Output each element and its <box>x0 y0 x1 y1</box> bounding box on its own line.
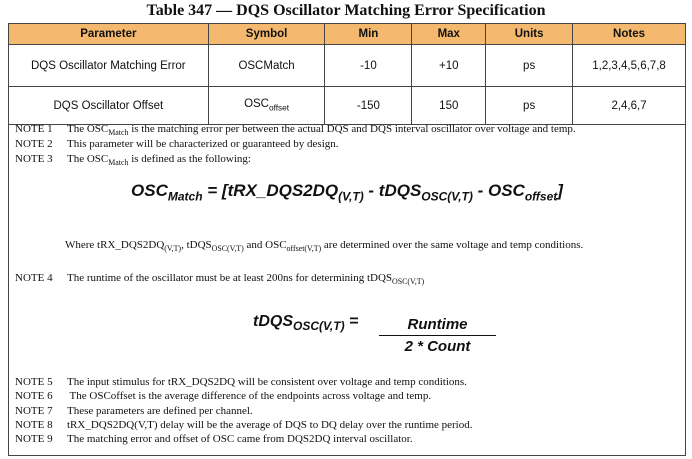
f-part: ] <box>557 181 563 200</box>
header-units: Units <box>486 24 573 45</box>
note-label: NOTE 7 <box>15 405 53 417</box>
note-text: is the matching error per between the actual DQS and DQS interval oscillator over voltage and temp. <box>128 123 576 135</box>
where-clause <box>65 239 583 253</box>
note-label: NOTE 9 <box>15 433 53 445</box>
header-parameter: Parameter <box>9 24 209 45</box>
table-header-row <box>9 24 686 45</box>
cell-units: ps <box>486 45 573 87</box>
table-row <box>9 45 686 87</box>
w-sub: (V,T) <box>164 244 182 254</box>
note-3 <box>15 153 251 167</box>
note-text: tRX_DQS2DQ(V,T) delay will be the average of DQS to DQ delay over the runtime period. <box>67 419 473 431</box>
header-max: Max <box>412 24 486 45</box>
note-text: These parameters are defined per channel. <box>67 405 253 417</box>
cell-symbol: OSCMatch <box>208 45 325 87</box>
denominator: 2 * Count <box>404 338 471 355</box>
w-part: , tDQS <box>181 239 212 251</box>
w-part: and OSC <box>243 239 287 251</box>
cell-parameter: DQS Oscillator Matching Error <box>9 45 209 87</box>
note-5 <box>15 376 467 388</box>
numerator: Runtime <box>379 316 496 336</box>
w-part: Where tRX_DQS2DQ <box>65 239 165 251</box>
f-sub: OSC(V,T) <box>421 189 473 204</box>
note-label: NOTE 4 <box>15 272 53 284</box>
note-sub: Match <box>108 128 129 138</box>
header-symbol: Symbol <box>208 24 325 45</box>
f-part: - OSC <box>472 181 525 200</box>
tdqs-formula-lhs <box>253 313 358 333</box>
note-label: NOTE 3 <box>15 153 53 165</box>
cell-min: -150 <box>325 87 412 125</box>
w-sub: offset(V,T) <box>286 244 322 254</box>
note-9 <box>15 433 413 445</box>
note-text: The matching error and offset of OSC came from DQS2DQ interval oscillator. <box>67 433 413 445</box>
f-part: = [tRX_DQS2DQ <box>202 181 339 200</box>
note-text: The OSCoffset is the average difference of the endpoints across voltage and temp. <box>67 390 432 402</box>
note-label: NOTE 1 <box>15 123 53 135</box>
f-sub: Match <box>167 189 203 204</box>
f-part: = <box>344 313 359 330</box>
w-sub: OSC(V,T) <box>211 244 244 254</box>
note-sub: OSC(V,T) <box>392 277 425 287</box>
note-label: NOTE 5 <box>15 376 53 388</box>
table-title: Table 347 — DQS Oscillator Matching Error Specification <box>146 2 546 19</box>
f-part: tDQS <box>253 313 293 330</box>
symbol-sub: offset <box>268 103 290 113</box>
header-notes: Notes <box>573 24 686 45</box>
note-4 <box>15 272 424 286</box>
cell-parameter: DQS Oscillator Offset <box>9 87 209 125</box>
f-sub: offset <box>524 189 558 204</box>
header-min: Min <box>325 24 412 45</box>
cell-notes: 1,2,3,4,5,6,7,8 <box>573 45 686 87</box>
f-part: - tDQS <box>363 181 422 200</box>
cell-notes: 2,4,6,7 <box>573 87 686 125</box>
note-text: The OSC <box>67 153 109 165</box>
w-part: are determined over the same voltage and temp conditions. <box>321 239 584 251</box>
cell-max: +10 <box>412 45 486 87</box>
note-7 <box>15 405 253 417</box>
note-8 <box>15 419 472 431</box>
cell-max: 150 <box>412 87 486 125</box>
note-text: This parameter will be characterized or guaranteed by design. <box>67 138 339 150</box>
note-1 <box>15 123 576 137</box>
note-6 <box>15 390 431 402</box>
f-part: OSC <box>131 181 168 200</box>
notes-box <box>8 118 686 456</box>
note-label: NOTE 8 <box>15 419 53 431</box>
note-text: The input stimulus for tRX_DQS2DQ will be consistent over voltage and temp conditions. <box>67 376 467 388</box>
spec-table <box>8 23 686 125</box>
note-text: The runtime of the oscillator must be at least 200ns for determining tDQS <box>67 272 393 284</box>
osc-match-formula <box>9 181 685 203</box>
note-text: is defined as the following: <box>128 153 251 165</box>
note-2 <box>15 138 339 150</box>
note-sub: Match <box>108 158 129 168</box>
note-label: NOTE 2 <box>15 138 53 150</box>
f-sub: (V,T) <box>338 189 364 204</box>
symbol-base: OSC <box>244 98 269 111</box>
note-label: NOTE 6 <box>15 390 53 402</box>
cell-min: -10 <box>325 45 412 87</box>
f-sub: OSC(V,T) <box>293 319 345 334</box>
tdqs-fraction <box>379 316 496 355</box>
note-text: The OSC <box>67 123 109 135</box>
cell-units: ps <box>486 87 573 125</box>
